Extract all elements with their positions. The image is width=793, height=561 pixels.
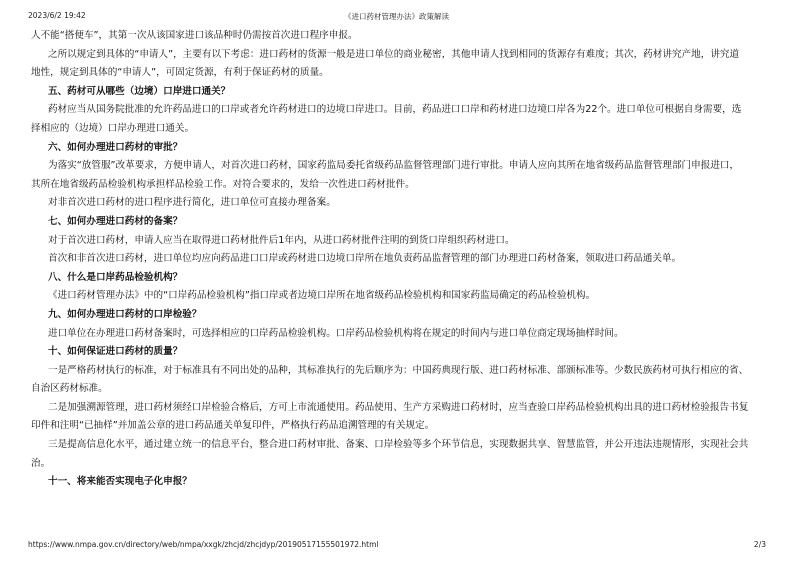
paragraph-line: 一是严格药材执行的标准，对于标准具有不同出处的品种，其标准执行的先后顺序为：中国药典现行版、进口药材标准、部颁标准等。少数民族药材可执行相应的省、 [48,364,749,376]
section-heading: 六、如何办理进口药材的审批？ [48,141,183,153]
paragraph-line: 治。 [31,457,51,469]
document-body [31,27,767,492]
paragraph-line: 择相应的（边境）口岸办理进口通关。 [31,122,195,134]
paragraph-line: 药材应当从国务院批准的允许药品进口的口岸或者允许药材进口的边境口岸进口。目前，药品进口口岸和药材进口边境口岸各为22个。进口单位可根据自身需要，选 [48,104,742,116]
print-datetime: 2023/6/2 19:42 [28,11,86,20]
section-heading: 五、药材可从哪些（边境）口岸进口通关？ [48,85,231,97]
paragraph-line: 对于首次进口药材，申请人应当在取得进口药材批件后1年内，从进口药材批件注明的到货口岸组织药材进口。 [48,234,515,246]
paragraph-line: 其所在地省级药品检验机构承担样品检验工作。对符合要求的，发给一次性进口药材批件。 [31,178,415,190]
paragraph-line: 二是加强溯源管理，进口药材须经口岸检验合格后，方可上市流通使用。药品使用、生产方采购进口药材时，应当查验口岸药品检验机构出具的进口药材检验报告书复 [48,401,749,413]
paragraph-line: 三是提高信息化水平，通过建立统一的信息平台，整合进口药材审批、备案、口岸检验等多个环节信息，实现数据共享、智慧监管，并公开违法违规情形，实现社会共 [48,439,749,451]
section-heading: 八、什么是口岸药品检验机构？ [48,271,183,283]
paragraph-line: 为落实“放管服”改革要求，方便申请人，对首次进口药材，国家药监局委托省级药品监督管理部门进行审批。申请人应向其所在地省级药品监督管理部门申报进口， [48,160,740,172]
paragraph-line: 自治区药材标准。 [31,383,108,395]
source-url: https://www.nmpa.gov.cn/directory/web/nmpa/xxgk/zhcjd/zhcjdyp/20190517155501972.html [28,540,379,549]
section-heading: 十一、将来能否实现电子化申报？ [48,476,192,488]
paragraph-line: 人不能“搭便车”，其第一次从该国家进口该品种时仍需按首次进口程序申报。 [31,30,358,41]
paragraph-line: 对非首次进口药材的进口程序进行简化，进口单位可直接办理备案。 [48,197,336,209]
paragraph-line: 之所以规定到具体的“申请人”，主要有以下考虑：进口药材的货源一般是进口单位的商业秘密，其他申请人找到相同的货源存有难度；其次，药材讲究产地，讲究道 [48,48,740,60]
section-heading: 七、如何办理进口药材的备案？ [48,215,183,227]
document-title: 《进口药材管理办法》政策解读 [344,12,449,21]
page-number: 2/3 [753,540,766,549]
paragraph-line: 印件和注明“已抽样”并加盖公章的进口药品通关单复印件，严格执行药品追溯管理的有关规定。 [31,420,435,432]
section-heading: 九、如何办理进口药材的口岸检验？ [48,308,202,320]
paragraph-line: 《进口药材管理办法》中的“口岸药品检验机构”指口岸或者边境口岸所在地省级药品检验机构和国家药监局确定的药品检验机构。 [48,290,596,302]
page-footer [0,540,793,552]
paragraph-line: 地性，规定到具体的“申请人”，可固定货源，有利于保证药材的质量。 [31,67,329,79]
paragraph-line: 首次和非首次进口药材，进口单位均应向药品进口口岸或药材进口边境口岸所在地负责药品监督管理的部门办理进口药材备案，领取进口药品通关单。 [48,253,682,265]
page-header [0,11,793,25]
section-heading: 十、如何保证进口药材的质量？ [48,346,183,358]
paragraph-line: 进口单位在办理进口药材备案时，可选择相应的口岸药品检验机构。口岸药品检验机构将在规定的时间内与进口单位商定现场抽样时间。 [48,327,624,339]
